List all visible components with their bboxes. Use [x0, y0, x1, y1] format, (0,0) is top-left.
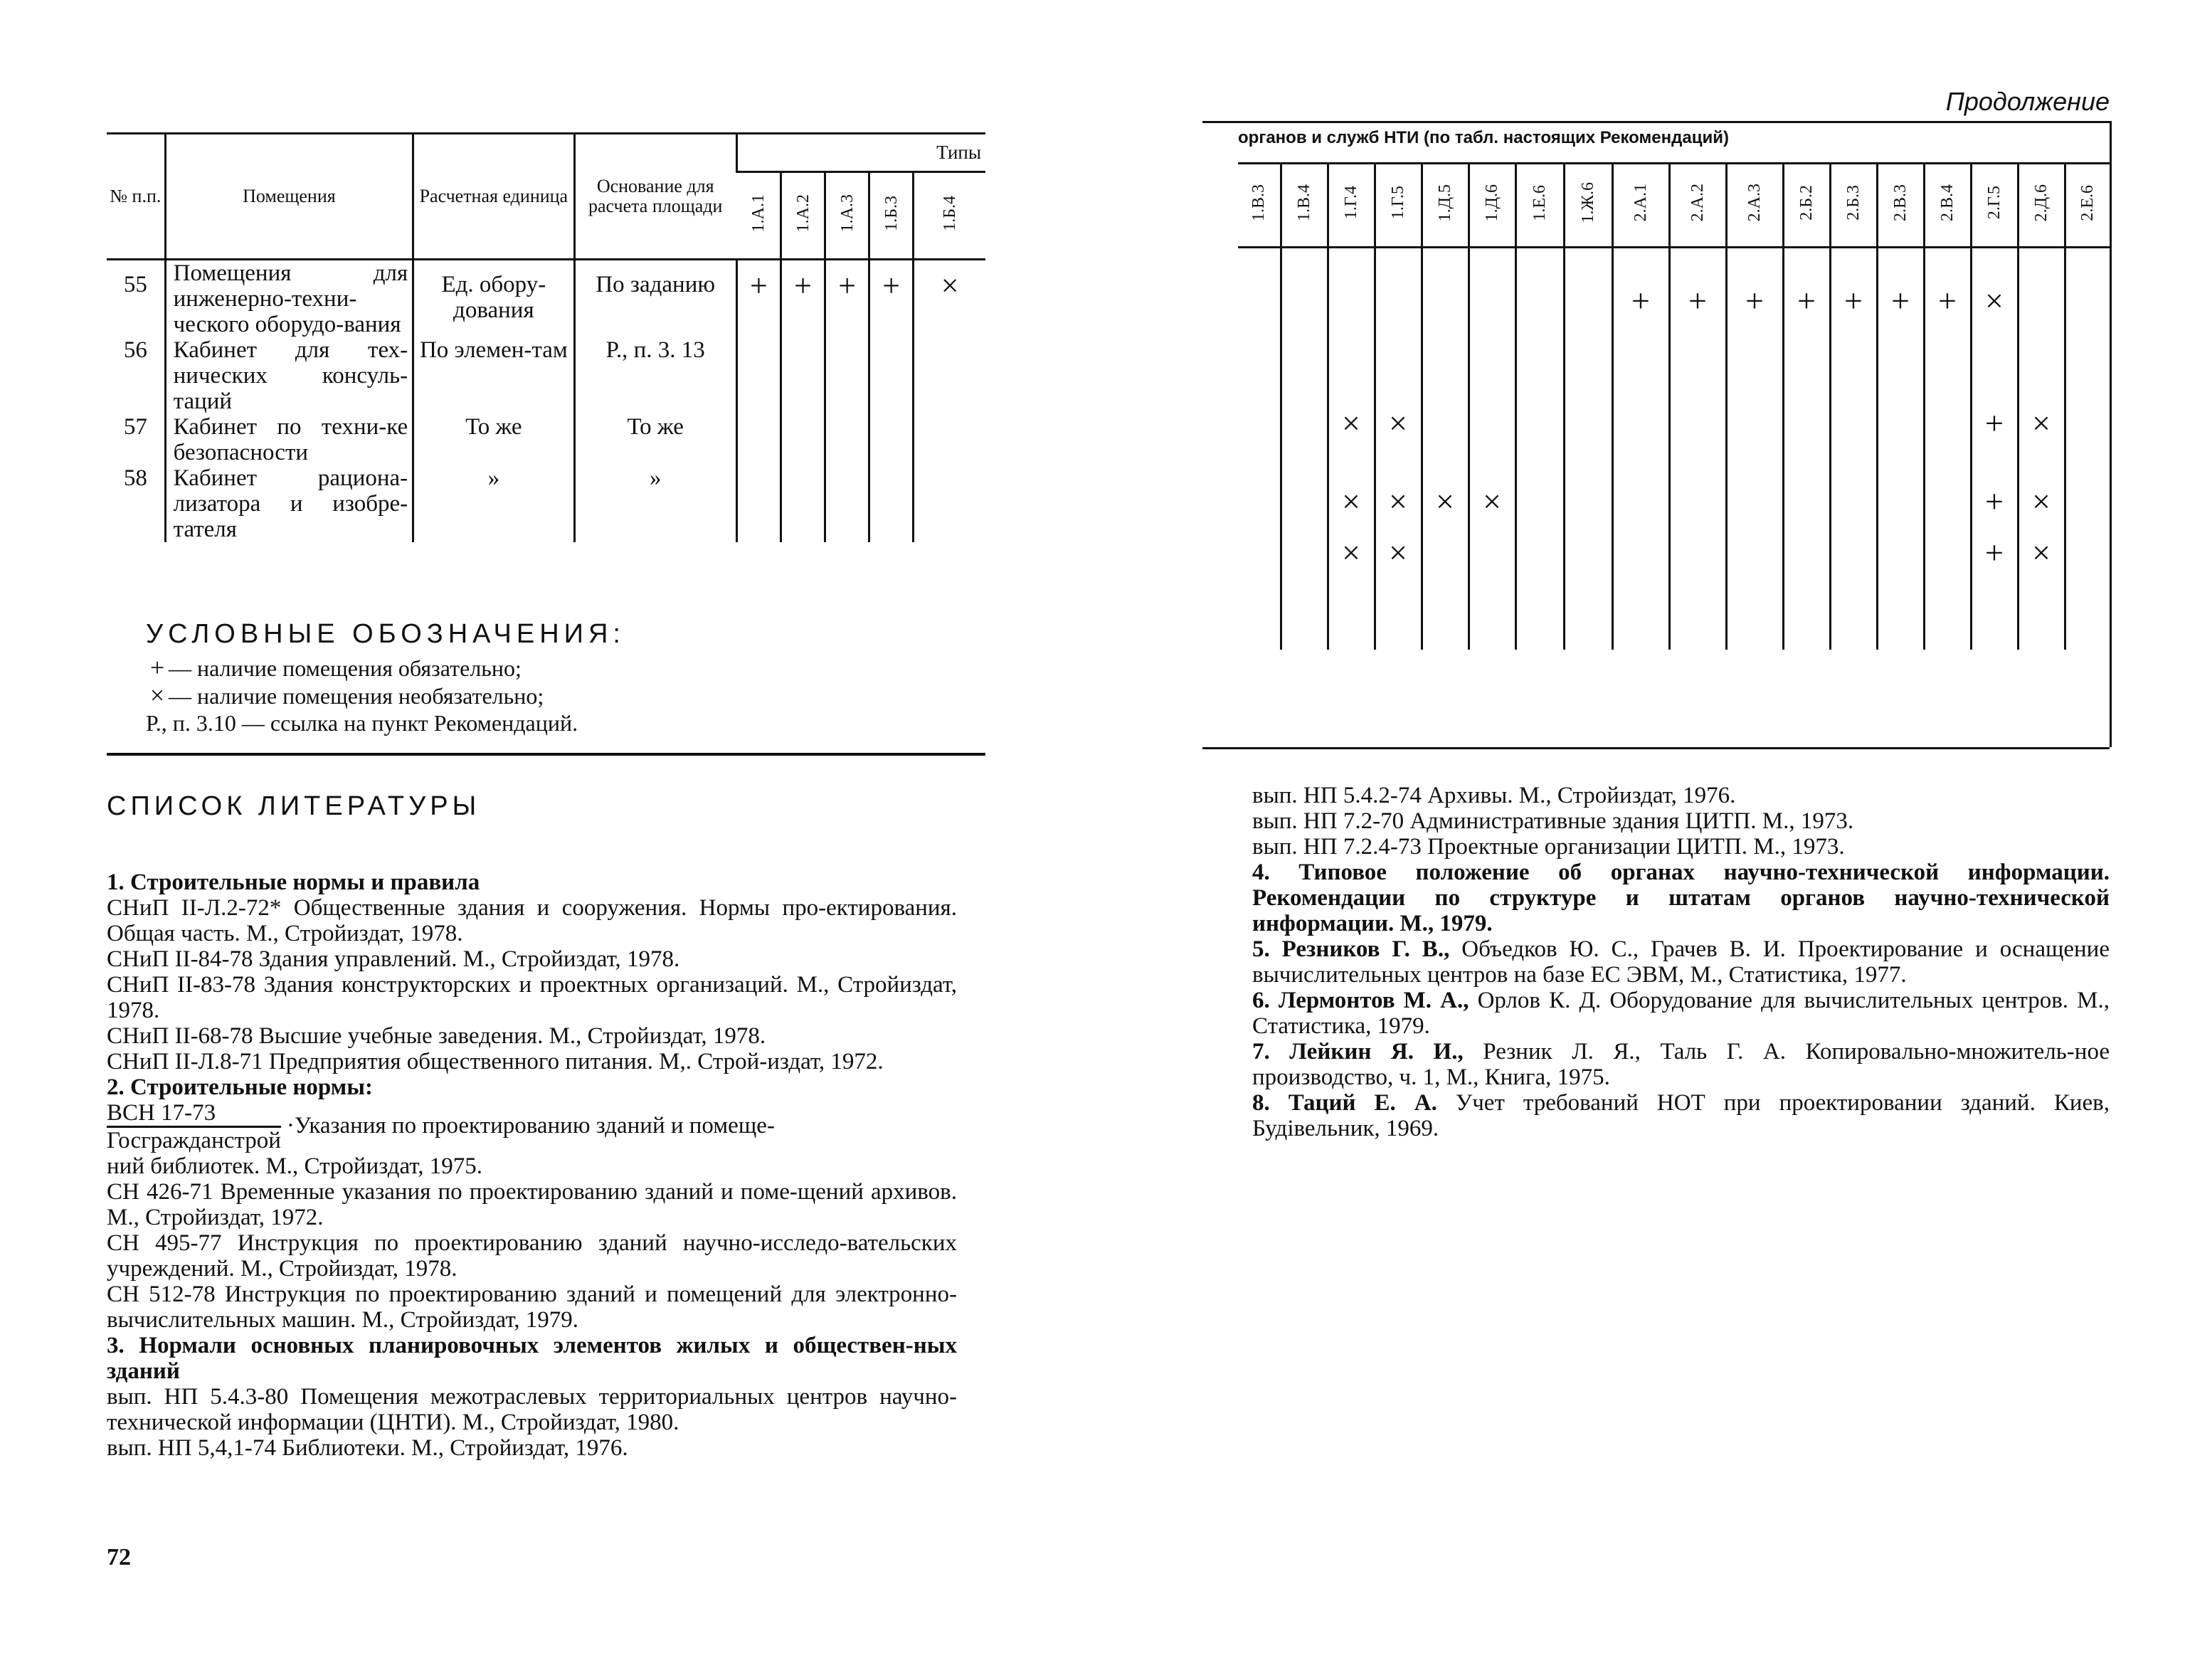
- mark-cell: [1726, 398, 1783, 449]
- table-row: [1238, 398, 2110, 449]
- type-col-header: 1.Г.4: [1328, 164, 1375, 248]
- references-list: [107, 870, 957, 1461]
- mark-cell: +: [1971, 398, 2018, 449]
- mark-cell: [2065, 275, 2110, 327]
- mark-cell: ×: [1375, 527, 1422, 579]
- reference-item: вып. НП 7.2-70 Административные здания ЦИТП. М., 1973.: [1252, 808, 1854, 834]
- mark-cell: [1924, 398, 1971, 449]
- references-list-continued: [1252, 783, 2110, 1141]
- mark-cell: +: [869, 260, 914, 338]
- type-col-header: 2.Б.2: [1783, 164, 1830, 248]
- mark-cell: [825, 414, 869, 465]
- mark-cell: [869, 337, 914, 414]
- vsn-agency: Госгражданстрой: [107, 1128, 281, 1153]
- type-col-header: 2.Б.3: [1830, 164, 1877, 248]
- mark-cell: [1924, 476, 1971, 527]
- type-col-header: 2.А.3: [1726, 164, 1783, 248]
- mark-cell: [1469, 398, 1515, 449]
- mark-cell: +: [736, 260, 781, 338]
- ref-section-heading: 3. Нормали основных планировочных элементов жилых и обществен-ных зданий: [107, 1333, 957, 1384]
- mark-cell: [1422, 275, 1469, 327]
- type-col-header: 2.А.2: [1669, 164, 1726, 248]
- mark-cell: [736, 465, 781, 542]
- row-number: 56: [123, 337, 147, 363]
- mark-cell: [825, 465, 869, 542]
- mark-cell: [2065, 398, 2110, 449]
- room-name: Кабинет по техни-ке безопасности: [165, 414, 413, 465]
- mark-cell: [1783, 398, 1830, 449]
- mark-cell: [1669, 476, 1726, 527]
- mark-cell: +: [825, 260, 869, 338]
- mark-cell: [1238, 527, 1281, 579]
- type-col-header: 2.Г.5: [1971, 164, 2018, 248]
- mark-cell: +: [1971, 476, 2018, 527]
- mark-cell: [1924, 527, 1971, 579]
- mark-cell: +: [1877, 275, 1924, 327]
- type-col-header: 1.А.3: [825, 172, 869, 260]
- cross-icon: ×: [149, 681, 165, 709]
- header-num: № п.п.: [107, 134, 165, 260]
- mark-cell: ×: [1422, 476, 1469, 527]
- mark-cell: [1281, 275, 1328, 327]
- row-number: 57: [123, 414, 147, 440]
- mark-cell: [1669, 527, 1726, 579]
- reference-item: вып. НП 5.4.3-80 Помещения межотраслевых территориальных центров научно-технической информации (ЦНТИ). М., Стройиздат, 1980.: [107, 1384, 957, 1435]
- reference-item: СНиП II-Л.2-72* Общественные здания и сооружения. Нормы про-ектирования. Общая часть. М., Стройиздат, 1978.: [107, 895, 957, 946]
- room-basis: По заданию: [574, 260, 736, 338]
- reference-item: 4. Типовое положение об органах научно-технической информации. Рекомендации по структуре и штатам органов научно-технической информации. М., 1979.: [1252, 860, 2110, 936]
- type-col-header: 2.А.1: [1612, 164, 1669, 248]
- mark-cell: [1422, 398, 1469, 449]
- table-row: [107, 414, 985, 465]
- reference-item: ний библиотек. М., Стройиздат, 1975.: [107, 1153, 482, 1179]
- table-row: [1238, 476, 2110, 527]
- table-caption: органов и служб НТИ (по табл. настоящих Рекомендаций): [1238, 128, 1729, 147]
- rooms-table: [107, 134, 985, 542]
- ref-section-heading: 2. Строительные нормы:: [107, 1074, 373, 1100]
- type-col-header: 2.Д.6: [2018, 164, 2065, 248]
- mark-cell: [1564, 398, 1612, 449]
- mark-cell: [1612, 476, 1669, 527]
- references-title: СПИСОК ЛИТЕРАТУРЫ: [107, 791, 481, 821]
- mark-cell: [1726, 476, 1783, 527]
- reference-item: 7. Лейкин Я. И., Резник Л. Я., Таль Г. А. Копировально-множитель-ное производство, ч. 1, М., Книга, 1975.: [1252, 1039, 2110, 1090]
- table-bottom-rule: [1202, 747, 2110, 749]
- mark-cell: ×: [2018, 476, 2065, 527]
- table-row: [107, 260, 985, 338]
- mark-cell: [869, 414, 914, 465]
- reference-item: вып. НП 5,4,1-74 Библиотеки. М., Стройиздат, 1976.: [107, 1435, 628, 1461]
- mark-cell: [736, 414, 781, 465]
- type-col-header: 1.Б.4: [914, 172, 985, 260]
- mark-cell: ×: [1375, 476, 1422, 527]
- mark-cell: [914, 465, 985, 542]
- type-col-header: 1.Г.5: [1375, 164, 1422, 248]
- header-rooms: Помещения: [165, 134, 413, 260]
- mark-cell: [1469, 527, 1515, 579]
- row-number: 55: [123, 272, 147, 297]
- room-name: Кабинет рациона-лизатора и изобре-тателя: [165, 465, 413, 542]
- mark-cell: [1564, 275, 1612, 327]
- mark-cell: [1830, 476, 1877, 527]
- room-basis: То же: [574, 414, 736, 465]
- mark-cell: [1281, 398, 1328, 449]
- mark-cell: [1877, 398, 1924, 449]
- mark-cell: [1783, 476, 1830, 527]
- reference-item: СН 426-71 Временные указания по проектированию зданий и поме-щений архивов. М., Стройиздат, 1972.: [107, 1179, 957, 1230]
- mark-cell: [781, 337, 825, 414]
- row-number: 58: [123, 465, 147, 491]
- type-col-header: 1.Б.3: [869, 172, 914, 260]
- reference-item: 8. Таций Е. А. Учет требований НОТ при проектировании зданий. Киев, Будівельник, 1969.: [1252, 1090, 2110, 1141]
- section-divider: [107, 753, 985, 756]
- mark-cell: [914, 414, 985, 465]
- mark-cell: [2065, 527, 2110, 579]
- mark-cell: [825, 337, 869, 414]
- room-unit: То же: [413, 414, 574, 465]
- type-col-header: 1.А.1: [736, 172, 781, 260]
- page-number: 72: [107, 1544, 131, 1570]
- room-basis: »: [574, 465, 736, 542]
- vsn-text: ·Указания по проектированию зданий и помеще-: [286, 1113, 775, 1139]
- reference-item: [107, 1100, 957, 1153]
- reference-item: СНиП II-Л.8-71 Предприятия общественного питания. М,. Строй-издат, 1972.: [107, 1049, 884, 1074]
- mark-cell: [1238, 476, 1281, 527]
- mark-cell: ×: [1328, 527, 1375, 579]
- mark-cell: [1830, 527, 1877, 579]
- mark-cell: [1669, 398, 1726, 449]
- mark-cell: [1877, 476, 1924, 527]
- type-col-header: 1.Д.5: [1422, 164, 1469, 248]
- legend-item: × — наличие помещения необязательно;: [146, 682, 625, 709]
- table-row: [1238, 527, 2110, 579]
- room-name: Помещения для инженерно-техни-ческого оборудо-вания: [165, 260, 413, 338]
- legend-item: + — наличие помещения обязательно;: [146, 654, 625, 682]
- reference-item: вып. НП 5.4.2-74 Архивы. М., Стройиздат, 1976.: [1252, 783, 1736, 808]
- mark-cell: [914, 337, 985, 414]
- mark-cell: [1564, 476, 1612, 527]
- legend-title: УСЛОВНЫЕ ОБОЗНАЧЕНИЯ:: [146, 619, 625, 649]
- mark-cell: +: [1924, 275, 1971, 327]
- mark-cell: ×: [914, 260, 985, 338]
- reference-item: СН 512-78 Инструкция по проектированию зданий и помещений для электронно-вычислительных машин. М., Стройиздат, 1979.: [107, 1282, 957, 1333]
- reference-item: СНиП II-84-78 Здания управлений. М., Стройиздат, 1978.: [107, 946, 680, 972]
- type-col-header: 2.Е.6: [2065, 164, 2110, 248]
- reference-item: 6. Лермонтов М. А., Орлов К. Д. Оборудование для вычислительных центров. М., Статистика, 1979.: [1252, 988, 2110, 1039]
- mark-cell: ×: [2018, 527, 2065, 579]
- mark-cell: ×: [1328, 398, 1375, 449]
- mark-cell: [1469, 275, 1515, 327]
- type-col-header: 1.Д.6: [1469, 164, 1515, 248]
- table-row: [107, 337, 985, 414]
- mark-cell: ×: [2018, 398, 2065, 449]
- mark-cell: [1726, 527, 1783, 579]
- mark-cell: +: [1726, 275, 1783, 327]
- legend: [146, 619, 625, 736]
- mark-cell: [1830, 398, 1877, 449]
- room-unit: По элемен-там: [413, 337, 574, 414]
- room-name: Кабинет для тех-нических консуль-таций: [165, 337, 413, 414]
- mark-cell: +: [1783, 275, 1830, 327]
- mark-cell: [1422, 527, 1469, 579]
- mark-cell: [1783, 527, 1830, 579]
- mark-cell: [869, 465, 914, 542]
- mark-cell: ×: [1328, 476, 1375, 527]
- mark-cell: [2065, 476, 2110, 527]
- mark-cell: [1877, 527, 1924, 579]
- type-col-header: 1.Ж.6: [1564, 164, 1612, 248]
- mark-cell: ×: [1375, 398, 1422, 449]
- reference-item: СНиП II-68-78 Высшие учебные заведения. М., Стройиздат, 1978.: [107, 1023, 766, 1049]
- type-col-header: 2.В.4: [1924, 164, 1971, 248]
- reference-item: СНиП II-83-78 Здания конструкторских и проектных организаций. М., Стройиздат, 1978.: [107, 972, 957, 1023]
- table-row: [1238, 275, 2110, 327]
- type-col-header: 1.Е.6: [1515, 164, 1564, 248]
- mark-cell: ×: [1469, 476, 1515, 527]
- mark-cell: [1375, 275, 1422, 327]
- mark-cell: [1281, 527, 1328, 579]
- header-unit: Расчетная единица: [413, 134, 574, 260]
- types-table-frame: [1202, 121, 2112, 747]
- mark-cell: [1328, 275, 1375, 327]
- ref-section-heading: 1. Строительные нормы и правила: [107, 870, 480, 895]
- room-unit: »: [413, 465, 574, 542]
- mark-cell: +: [781, 260, 825, 338]
- mark-cell: [1612, 398, 1669, 449]
- mark-cell: [1238, 398, 1281, 449]
- room-unit: Ед. обору-дования: [413, 260, 574, 338]
- mark-cell: [2018, 275, 2065, 327]
- mark-cell: [781, 465, 825, 542]
- reference-item: вып. НП 7.2.4-73 Проектные организации ЦИТП. М., 1973.: [1252, 834, 1845, 860]
- vsn-code: ВСН 17-73: [107, 1100, 281, 1128]
- reference-item: СН 495-77 Инструкция по проектированию зданий научно-исследо-вательских учреждений. М., Стройиздат, 1978.: [107, 1230, 957, 1282]
- mark-cell: [1515, 398, 1564, 449]
- mark-cell: +: [1971, 527, 2018, 579]
- mark-cell: +: [1612, 275, 1669, 327]
- mark-cell: [781, 414, 825, 465]
- mark-cell: +: [1830, 275, 1877, 327]
- type-col-header: 1.В.3: [1238, 164, 1281, 248]
- legend-item: Р., п. 3.10 — ссылка на пункт Рекомендаций.: [146, 710, 578, 736]
- mark-cell: ×: [1971, 275, 2018, 327]
- plus-icon: +: [149, 653, 165, 682]
- mark-cell: [1515, 476, 1564, 527]
- header-types: Типы: [736, 134, 985, 172]
- mark-cell: +: [1669, 275, 1726, 327]
- room-basis: Р., п. 3. 13: [574, 337, 736, 414]
- type-col-header: 2.В.3: [1877, 164, 1924, 248]
- mark-cell: [1515, 275, 1564, 327]
- mark-cell: [1564, 527, 1612, 579]
- type-col-header: 1.В.4: [1281, 164, 1328, 248]
- mark-cell: [736, 337, 781, 414]
- types-table: [1238, 162, 2110, 650]
- header-basis: Основание для расчета площади: [574, 134, 736, 260]
- mark-cell: [1515, 527, 1564, 579]
- reference-item: 5. Резников Г. В., Объедков Ю. С., Грачев В. И. Проектирование и оснащение вычислительных центров на базе ЕС ЭВМ, М., Статистика, 1977.: [1252, 936, 2110, 988]
- mark-cell: [1238, 275, 1281, 327]
- mark-cell: [1281, 476, 1328, 527]
- mark-cell: [1612, 527, 1669, 579]
- type-col-header: 1.А.2: [781, 172, 825, 260]
- table-row: [107, 465, 985, 542]
- continuation-label: Продолжение: [1945, 87, 2110, 116]
